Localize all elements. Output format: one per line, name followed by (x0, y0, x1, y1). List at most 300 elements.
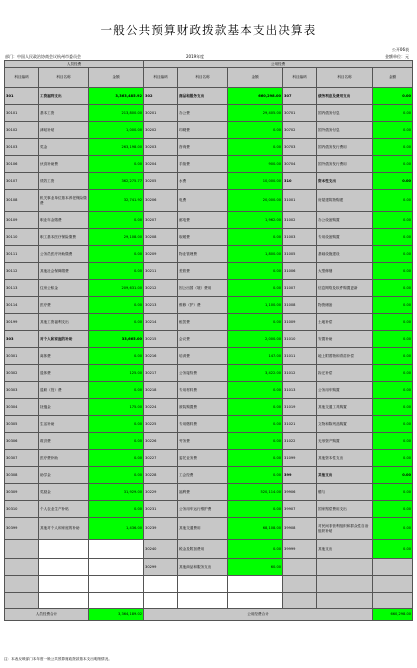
table-cell: 30703 (283, 139, 317, 156)
table-cell: 147.00 (228, 348, 283, 365)
empty-cell (283, 559, 317, 576)
table-cell: 31010 (283, 331, 317, 348)
table-cell: 其他资本性支出 (317, 450, 373, 467)
table-cell: 房屋建筑物购建 (317, 190, 373, 212)
table-cell: 退休费 (39, 365, 89, 382)
table-cell: 30208 (144, 229, 178, 246)
table-cell: 国外债务发行费用 (317, 156, 373, 173)
table-cell: 0.00 (89, 382, 144, 399)
table-cell: 地上附着物和青苗补偿 (317, 348, 373, 365)
table-cell: 30224 (144, 399, 178, 416)
table-cell: 0.00 (228, 382, 283, 399)
table-cell: 其他交通工具购置 (317, 399, 373, 416)
empty-cell (5, 540, 39, 559)
table-row (5, 105, 413, 122)
table-cell: 0.00 (373, 314, 413, 331)
table-cell: 30704 (283, 156, 317, 173)
table-cell: 0.00 (373, 467, 413, 484)
table-row (5, 382, 413, 399)
table-cell: 安置补助 (317, 331, 373, 348)
table-cell: 0.00 (373, 173, 413, 190)
table-cell: 抚恤金 (39, 399, 89, 416)
table-cell: 30109 (5, 212, 39, 229)
table-cell: 30102 (5, 122, 39, 139)
table-cell: 奖金 (39, 139, 89, 156)
table-cell: 0.00 (89, 501, 144, 518)
table-cell: 因公出国（境）费用 (178, 280, 228, 297)
table-cell: 30303 (5, 382, 39, 399)
table-row (5, 297, 413, 314)
table-cell: 30113 (5, 280, 39, 297)
table-cell: 专用燃料费 (178, 416, 228, 433)
table-cell: 伙食补助费 (39, 156, 89, 173)
table-cell: 税金及附加费用 (178, 540, 228, 559)
table-cell: 30305 (5, 416, 39, 433)
empty-cell (373, 559, 413, 576)
table-cell: 0.00 (89, 156, 144, 173)
empty-cell (89, 540, 144, 559)
amount-header: 金额 (373, 68, 413, 88)
table-cell: 0.00 (373, 484, 413, 501)
table-cell: 30216 (144, 348, 178, 365)
table-cell: 办公设备购置 (317, 212, 373, 229)
table-cell: 30202 (144, 122, 178, 139)
table-cell: 维修（护）费 (178, 297, 228, 314)
personnel-total-label: 人员经费合计 (5, 609, 89, 621)
table-cell: 0.00 (373, 212, 413, 229)
table-cell: 债务利息及费用支出 (317, 88, 373, 105)
table-cell: 其他支出 (317, 540, 373, 559)
table-cell: 邮电费 (178, 212, 228, 229)
table-cell: 2,000.00 (228, 331, 283, 348)
table-cell: 31006 (283, 263, 317, 280)
table-cell: 31019 (283, 399, 317, 416)
table-cell: 39907 (283, 501, 317, 518)
table-cell: 助学金 (39, 467, 89, 484)
table-cell: 福利费 (178, 484, 228, 501)
table-cell: 1,800.00 (228, 246, 283, 263)
table-cell: 委托业务费 (178, 450, 228, 467)
table-cell: 办公费 (178, 105, 228, 122)
table-cell: 30299 (144, 559, 178, 576)
table-cell: 0.00 (373, 399, 413, 416)
code-header: 科目编码 (5, 68, 39, 88)
table-cell: 0.00 (228, 122, 283, 139)
table-cell: 1,100.00 (228, 297, 283, 314)
table-cell: 30308 (5, 467, 39, 484)
empty-cell (144, 576, 178, 593)
empty-cell (317, 576, 373, 593)
table-cell: 30701 (283, 105, 317, 122)
table-cell: 31021 (283, 416, 317, 433)
table-cell: 无形资产购置 (317, 433, 373, 450)
table-cell: 0.00 (228, 263, 283, 280)
table-cell: 30110 (5, 229, 39, 246)
table-cell: 307 (283, 88, 317, 105)
name-header: 科目名称 (317, 68, 373, 88)
table-row (5, 348, 413, 365)
empty-cell (89, 559, 144, 576)
table-cell: 0.00 (228, 314, 283, 331)
table-cell: 0.00 (89, 314, 144, 331)
public-total-label: 公用经费合计 (144, 609, 373, 621)
empty-cell (39, 593, 89, 609)
empty-cell (283, 576, 317, 593)
table-cell: 1,000.00 (89, 122, 144, 139)
table-cell: 125.00 (89, 365, 144, 382)
table-cell: 手续费 (178, 156, 228, 173)
table-cell: 0.00 (373, 433, 413, 450)
empty-cell (39, 559, 89, 576)
table-cell: 29,108.00 (89, 229, 144, 246)
table-cell: 31005 (283, 246, 317, 263)
table-cell: 39999 (283, 540, 317, 559)
table-row (5, 331, 413, 348)
table-cell: 被装购置费 (178, 399, 228, 416)
table-cell: 30214 (144, 314, 178, 331)
table-cell: 30304 (5, 399, 39, 416)
table-cell: 31003 (283, 229, 317, 246)
table-cell: 30111 (5, 246, 39, 263)
table-cell: 0.00 (373, 229, 413, 246)
table-cell: 物业管理费 (178, 246, 228, 263)
table-cell: 30204 (144, 156, 178, 173)
table-cell: 68,108.00 (228, 518, 283, 540)
table-row (5, 518, 413, 540)
table-row (5, 190, 413, 212)
table-cell: 其他支出 (317, 467, 373, 484)
table-cell: 39906 (283, 484, 317, 501)
table-cell: 31013 (283, 382, 317, 399)
table-cell: 印刷费 (178, 122, 228, 139)
table-cell: 31009 (283, 314, 317, 331)
table-cell: 31011 (283, 348, 317, 365)
table-cell: 520,114.00 (228, 484, 283, 501)
table-cell: 0.00 (373, 263, 413, 280)
public-header: 公用经费 (144, 61, 413, 68)
table-cell: 30114 (5, 297, 39, 314)
table-cell: 0.00 (228, 433, 283, 450)
table-cell: 30201 (144, 105, 178, 122)
table-cell: 对民间非营利组织和群众性自治组织补贴 (317, 518, 373, 540)
table-row (5, 139, 413, 156)
org-label: 部门：中国人民政治协商会议杭州市委员会 (5, 54, 81, 59)
table-cell: 362,275.77 (89, 173, 144, 190)
table-cell: 0.00 (373, 450, 413, 467)
table-cell: 0.00 (228, 416, 283, 433)
table-cell: 0.00 (89, 263, 144, 280)
table-cell: 救济费 (39, 433, 89, 450)
table-cell: 30207 (144, 212, 178, 229)
table-cell: 3,363,485.92 (89, 88, 144, 105)
empty-cell (373, 593, 413, 609)
table-row (5, 263, 413, 280)
table-cell: 0.00 (89, 246, 144, 263)
table-cell: 0.00 (89, 348, 144, 365)
empty-cell (5, 559, 39, 576)
table-cell: 0.00 (373, 280, 413, 297)
table-cell: 生活补助 (39, 416, 89, 433)
table-cell: 175.00 (89, 399, 144, 416)
empty-cell (228, 576, 283, 593)
table-row (5, 229, 413, 246)
table-cell: 国外债务付息 (317, 122, 373, 139)
table-row (5, 88, 413, 105)
table-cell: 电费 (178, 190, 228, 212)
table-cell: 30218 (144, 382, 178, 399)
empty-cell (5, 576, 39, 593)
table-cell: 30213 (144, 297, 178, 314)
empty-cell (283, 593, 317, 609)
table-cell: 0.00 (373, 331, 413, 348)
table-cell: 0.00 (373, 501, 413, 518)
table-cell: 1,962.00 (228, 212, 283, 229)
table-cell: 土地补偿 (317, 314, 373, 331)
empty-cell (39, 540, 89, 559)
table-cell: 资本性支出 (317, 173, 373, 190)
table-cell: 0.00 (373, 348, 413, 365)
page-title: 一般公共预算财政拨款基本支出决算表 (100, 23, 317, 37)
table-cell: 30310 (5, 501, 39, 518)
table-cell: 0.00 (89, 467, 144, 484)
table-cell: 30203 (144, 139, 178, 156)
table-row (5, 173, 413, 190)
table-cell: 其他社会保障缴费 (39, 263, 89, 280)
table-cell: 国家赔偿费用支出 (317, 501, 373, 518)
table-cell: 0.00 (228, 280, 283, 297)
table-cell: 信息网络及软件购置更新 (317, 280, 373, 297)
table-cell: 30205 (144, 173, 178, 190)
table-cell: 1,436.00 (89, 518, 144, 540)
table-cell: 213,800.00 (89, 105, 144, 122)
table-cell: 30227 (144, 450, 178, 467)
table-cell: 0.00 (89, 450, 144, 467)
table-cell: 0.00 (228, 399, 283, 416)
year-label: 2019年度 (186, 54, 205, 59)
table-cell: 住房公积金 (39, 280, 89, 297)
name-header: 科目名称 (178, 68, 228, 88)
table-cell: 职业年金缴费 (39, 212, 89, 229)
table-cell: 39908 (283, 518, 317, 540)
empty-cell (178, 576, 228, 593)
empty-cell (373, 576, 413, 593)
table-cell: 263,198.00 (89, 139, 144, 156)
table-cell: 30209 (144, 246, 178, 263)
table-cell: 30217 (144, 365, 178, 382)
table-cell: 30228 (144, 467, 178, 484)
table-cell: 公务接待费 (178, 365, 228, 382)
table-cell: 机关事业单位基本养老保险缴费 (39, 190, 89, 212)
table-cell: 0.00 (228, 139, 283, 156)
table-cell: 30225 (144, 416, 178, 433)
table-cell: 30302 (5, 365, 39, 382)
table-cell: 31022 (283, 433, 317, 450)
table-cell: 0.00 (89, 212, 144, 229)
table-cell: 30307 (5, 450, 39, 467)
table-cell: 0.00 (373, 297, 413, 314)
table-cell: 30301 (5, 348, 39, 365)
table-cell: 文物和陈列品购置 (317, 416, 373, 433)
table-row (5, 365, 413, 382)
table-row (5, 399, 413, 416)
table-cell: 30229 (144, 484, 178, 501)
table-cell: 工会经费 (178, 467, 228, 484)
table-cell: 公务员医疗补助缴费 (39, 246, 89, 263)
table-cell: 公务用车运行维护费 (178, 501, 228, 518)
table-cell: 其他工资福利支出 (39, 314, 89, 331)
table-cell: 0.00 (373, 156, 413, 173)
table-cell: 209,631.00 (89, 280, 144, 297)
table-cell: 0.00 (373, 246, 413, 263)
table-cell: 30212 (144, 280, 178, 297)
table-cell: 30112 (5, 263, 39, 280)
table-cell: 30399 (5, 518, 39, 540)
table-cell: 30239 (144, 518, 178, 540)
code-header: 科目编码 (283, 68, 317, 88)
personnel-total-amount: 3,364,189.02 (89, 609, 144, 621)
table-cell: 30240 (144, 540, 178, 559)
table-cell: 0.00 (228, 540, 283, 559)
table-cell: 30199 (5, 314, 39, 331)
table-cell: 工资福利支出 (39, 88, 89, 105)
table-cell: 赠与 (317, 484, 373, 501)
table-cell: 30106 (5, 156, 39, 173)
table-cell: 咨询费 (178, 139, 228, 156)
table-cell: 0.00 (89, 433, 144, 450)
table-cell: 对个人和家庭的补助 (39, 331, 89, 348)
table-cell: 医疗费 (39, 297, 89, 314)
public-total-amount: 660,298.00 (373, 609, 413, 621)
empty-cell (89, 593, 144, 609)
table-cell: 30226 (144, 433, 178, 450)
amount-header: 金额 (228, 68, 283, 88)
table-cell: 其他交通费用 (178, 518, 228, 540)
table-cell: 30702 (283, 122, 317, 139)
table-cell: 301 (5, 88, 39, 105)
table-cell: 奖励金 (39, 484, 89, 501)
table-cell: 离休费 (39, 348, 89, 365)
table-row (5, 416, 413, 433)
table-row (5, 156, 413, 173)
table-cell: 职工基本医疗保险缴费 (39, 229, 89, 246)
table-cell: 900.00 (228, 156, 283, 173)
table-row (5, 501, 413, 518)
table-cell: 0.00 (373, 190, 413, 212)
table-cell: 302 (144, 88, 178, 105)
table-cell: 31008 (283, 297, 317, 314)
personnel-header: 人员经费 (5, 61, 144, 68)
form-code: 公开06表 (391, 47, 409, 52)
table-cell: 0.00 (373, 365, 413, 382)
table-cell: 0.00 (373, 88, 413, 105)
table-cell: 31099 (283, 450, 317, 467)
table-cell: 31001 (283, 190, 317, 212)
table-cell: 退职（役）费 (39, 382, 89, 399)
table-row (5, 467, 413, 484)
table-cell: 租赁费 (178, 314, 228, 331)
table-cell: 会议费 (178, 331, 228, 348)
empty-cell (317, 593, 373, 609)
table-cell: 0.00 (228, 467, 283, 484)
table-cell: 公务用车购置 (317, 382, 373, 399)
expenditure-table (4, 60, 413, 621)
table-cell: 基础设施建设 (317, 246, 373, 263)
table-cell: 30101 (5, 105, 39, 122)
table-cell: 专用材料费 (178, 382, 228, 399)
table-cell: 0.00 (373, 540, 413, 559)
table-cell: 大型修缮 (317, 263, 373, 280)
table-cell: 29,405.00 (228, 105, 283, 122)
table-cell: 水费 (178, 173, 228, 190)
table-cell: 31012 (283, 365, 317, 382)
table-row (5, 450, 413, 467)
table-row (5, 212, 413, 229)
table-cell: 399 (283, 467, 317, 484)
empty-cell (317, 559, 373, 576)
table-cell: 0.00 (373, 105, 413, 122)
table-cell: 30306 (5, 433, 39, 450)
table-cell: 30103 (5, 139, 39, 156)
table-cell: 10,000.00 (228, 173, 283, 190)
table-row (5, 314, 413, 331)
table-cell: 31,929.00 (89, 484, 144, 501)
table-cell: 0.00 (89, 416, 144, 433)
empty-cell (144, 593, 178, 609)
table-cell: 0.00 (373, 416, 413, 433)
table-cell: 0.00 (228, 501, 283, 518)
table-cell: 培训费 (178, 348, 228, 365)
table-cell: 差旅费 (178, 263, 228, 280)
table-cell: 30107 (5, 173, 39, 190)
table-cell: 津贴补贴 (39, 122, 89, 139)
table-row (5, 484, 413, 501)
table-cell: 33,665.00 (89, 331, 144, 348)
empty-cell (89, 576, 144, 593)
table-cell: 0.00 (373, 122, 413, 139)
table-cell: 30215 (144, 331, 178, 348)
table-cell: 310 (283, 173, 317, 190)
empty-cell (178, 593, 228, 609)
table-row (5, 433, 413, 450)
table-cell: 基本工资 (39, 105, 89, 122)
table-cell: 0.00 (373, 382, 413, 399)
table-cell: 绩效工资 (39, 173, 89, 190)
table-cell: 商品和服务支出 (178, 88, 228, 105)
empty-cell (39, 576, 89, 593)
table-cell: 0.00 (89, 297, 144, 314)
table-cell: 国内债务付息 (317, 105, 373, 122)
table-cell: 30211 (144, 263, 178, 280)
table-cell: 0.00 (373, 139, 413, 156)
table-cell: 660,298.00 (228, 88, 283, 105)
amount-header: 金额 (89, 68, 144, 88)
table-cell: 专用设备购置 (317, 229, 373, 246)
table-cell: 物资储备 (317, 297, 373, 314)
table-cell: 30309 (5, 484, 39, 501)
name-header: 科目名称 (39, 68, 89, 88)
table-cell: 20,000.00 (228, 190, 283, 212)
code-header: 科目编码 (144, 68, 178, 88)
table-row (5, 246, 413, 263)
table-cell: 31002 (283, 212, 317, 229)
table-cell: 医疗费补助 (39, 450, 89, 467)
table-cell: 劳务费 (178, 433, 228, 450)
table-cell: 其他商品和服务支出 (178, 559, 228, 576)
table-cell: 30231 (144, 501, 178, 518)
table-cell: 32,741.92 (89, 190, 144, 212)
footnote: 注：本表反映部门本年度一般公共预算财政拨款基本支出明细情况。 (4, 657, 112, 661)
table-cell: 0.00 (228, 229, 283, 246)
